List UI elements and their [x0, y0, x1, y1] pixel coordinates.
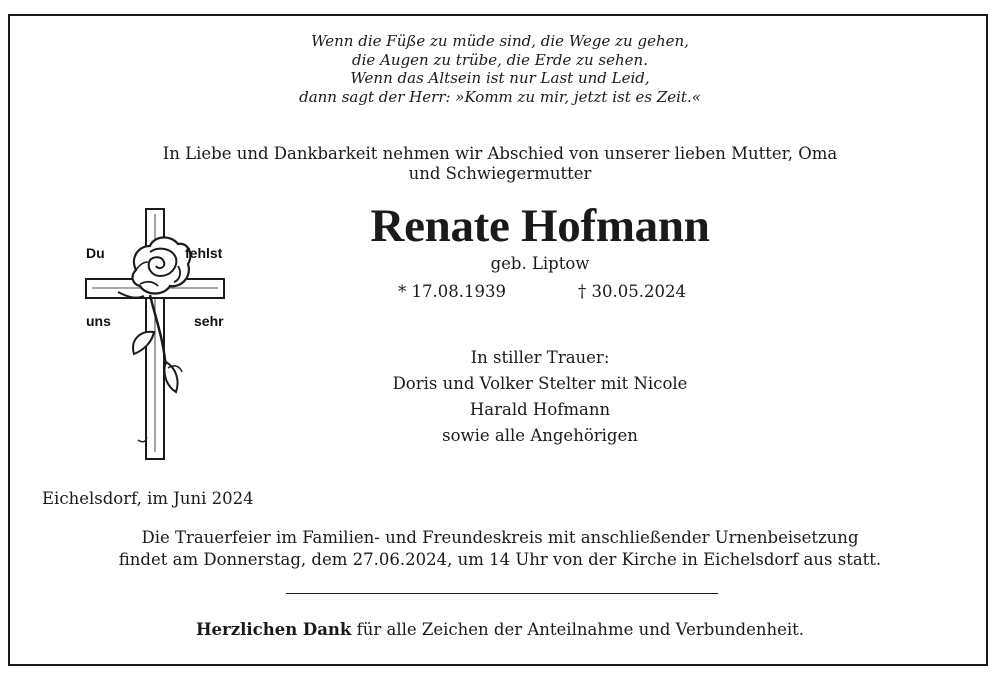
intro-line: In Liebe und Dankbarkeit nehmen wir Abschied von unserer lieben Mutter, Oma: [162, 144, 838, 163]
service-line: findet am Donnerstag, dem 27.06.2024, um 14 Uhr von der Kirche in Eichelsdorf aus statt.: [118, 549, 882, 569]
cross-with-rose-icon: [78, 200, 238, 468]
mourners-line: Doris und Volker Stelter mit Nicole: [392, 374, 688, 393]
poem-line: die Augen zu trübe, die Erde zu sehen.: [352, 50, 648, 69]
motto-word: sehr: [194, 313, 224, 329]
poem-line: dann sagt der Herr: »Komm zu mir, jetzt ist es Zeit.«: [299, 87, 701, 106]
poem-line: Wenn die Füße zu müde sind, die Wege zu gehen,: [311, 32, 689, 50]
deceased-name: Renate Hofmann: [370, 200, 710, 252]
place-date: Eichelsdorf, im Juni 2024: [42, 489, 254, 508]
motto-word: Du: [86, 245, 105, 261]
service-line: Die Trauerfeier im Familien- und Freundeskreis mit anschließender Urnenbeisetzung: [141, 528, 859, 547]
birth-date: * 17.08.1939: [398, 282, 506, 301]
motto-word: uns: [86, 313, 111, 329]
mourners-block: [340, 345, 740, 449]
thanks-bold: Herzlichen Dank: [195, 620, 352, 639]
death-date: † 30.05.2024: [578, 282, 686, 301]
mourners-line: Harald Hofmann: [469, 400, 611, 419]
intro-text: [0, 144, 1000, 183]
thanks-line: [0, 619, 1000, 641]
motto-word: fehlst: [185, 245, 223, 261]
maiden-name: geb. Liptow: [490, 254, 590, 273]
mourners-line: In stiller Trauer:: [470, 348, 610, 367]
mourners-line: sowie alle Angehörigen: [442, 426, 638, 445]
divider: [286, 593, 718, 594]
poem: [0, 32, 1000, 106]
poem-line: Wenn das Altsein ist nur Last und Leid,: [350, 69, 650, 87]
intro-line: und Schwiegermutter: [408, 163, 592, 183]
thanks-rest: für alle Zeichen der Anteilnahme und Verbundenheit.: [351, 620, 805, 639]
service-info: [0, 527, 1000, 570]
